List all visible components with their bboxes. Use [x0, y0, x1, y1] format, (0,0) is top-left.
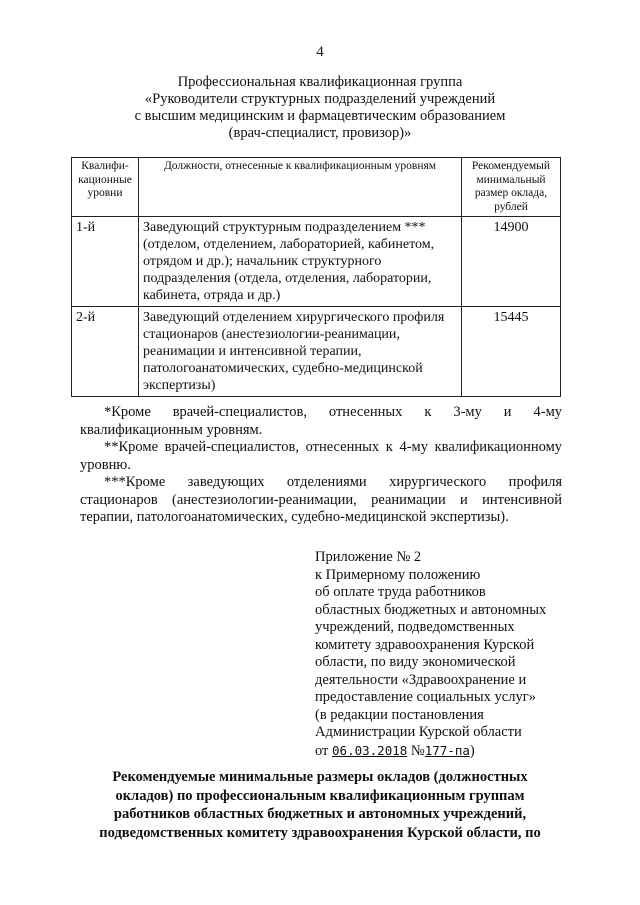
group-title-line: (врач-специалист, провизор)»: [228, 125, 412, 141]
appendix-line: комитету здравоохранения Курской: [315, 636, 535, 653]
appendix-line: к Примерному положению: [315, 566, 481, 583]
group-title-line: «Руководители структурных подразделений учреждений: [144, 91, 496, 107]
closing-paren: ): [469, 742, 475, 759]
appendix-line: области, по виду экономической: [315, 654, 516, 670]
table-header-row: [72, 158, 561, 217]
appendix-block: [315, 549, 575, 760]
footnotes: [80, 404, 562, 527]
header-levels: Квалифи-кационные уровни: [72, 158, 139, 217]
footnote: **Кроме врачей-специалистов, отнесенных к 4-му квалификационному уровню.: [80, 439, 562, 473]
section-heading-line: окладов) по профессиональным квалификационным группам: [115, 787, 525, 804]
appendix-line: об оплате труда работников: [315, 584, 486, 600]
header-salary: Рекомендуемый минимальный размер оклада, рублей: [462, 158, 561, 217]
from-label: от: [315, 742, 329, 759]
section-heading-line: Рекомендуемые минимальные размеры окладов (должностных: [112, 769, 528, 785]
appendix-line: Приложение № 2: [315, 549, 422, 565]
resolution-date: 06.03.2018: [332, 742, 408, 758]
section-heading-line: работников областных бюджетных и автономных учреждений,: [113, 806, 527, 822]
group-title: [70, 74, 570, 142]
appendix-line: областных бюджетных и автономных: [315, 601, 547, 618]
resolution-number: 177-па: [424, 742, 470, 758]
appendix-line: (в редакции постановления: [315, 706, 484, 723]
appendix-line: предоставление социальных услуг»: [315, 689, 536, 705]
row-level: 2-й: [72, 307, 139, 397]
appendix-line: Администрации Курской области: [315, 724, 522, 740]
row-level: 1-й: [72, 217, 139, 307]
section-heading-line: подведомственных комитету здравоохранения Курской области, по: [99, 824, 541, 841]
qualification-table: [71, 157, 561, 397]
group-title-line: Профессиональная квалификационная группа: [177, 74, 463, 90]
table-row: [72, 307, 561, 397]
section-heading: [70, 768, 570, 842]
page-number: 4: [316, 44, 324, 60]
appendix-date-line: [315, 742, 575, 761]
row-salary: 15445: [462, 307, 561, 397]
number-label: №: [410, 742, 425, 759]
row-positions: Заведующий структурным подразделением *** (отделом, отделением, лабораторией, кабинетом, отрядом и др.); начальник структурного подразделения (отдела, отделения, лаборатории, кабинета, отряда и др.): [139, 217, 462, 307]
row-salary: 14900: [462, 217, 561, 307]
table-row: [72, 217, 561, 307]
appendix-line: учреждений, подведомственных: [315, 619, 515, 635]
group-title-line: с высшим медицинским и фармацевтическим образованием: [134, 108, 506, 124]
footnote: *Кроме врачей-специалистов, отнесенных к 3-му и 4-му квалификационным уровням.: [80, 404, 562, 438]
header-positions: Должности, отнесенные к квалификационным уровням: [139, 158, 462, 217]
row-positions: Заведующий отделением хирургического профиля стационаров (анестезиологии-реанимации, реанимации и интенсивной терапии, патологоанатомических, судебно-медицинской экспертизы): [139, 307, 462, 397]
appendix-line: деятельности «Здравоохранение и: [315, 671, 527, 688]
footnote: ***Кроме заведующих отделениями хирургического профиля стационаров (анестезиологии-реанимации, реанимации и интенсивной терапии, патологоанатомических, судебно-медицинской экспертизы).: [80, 474, 562, 525]
